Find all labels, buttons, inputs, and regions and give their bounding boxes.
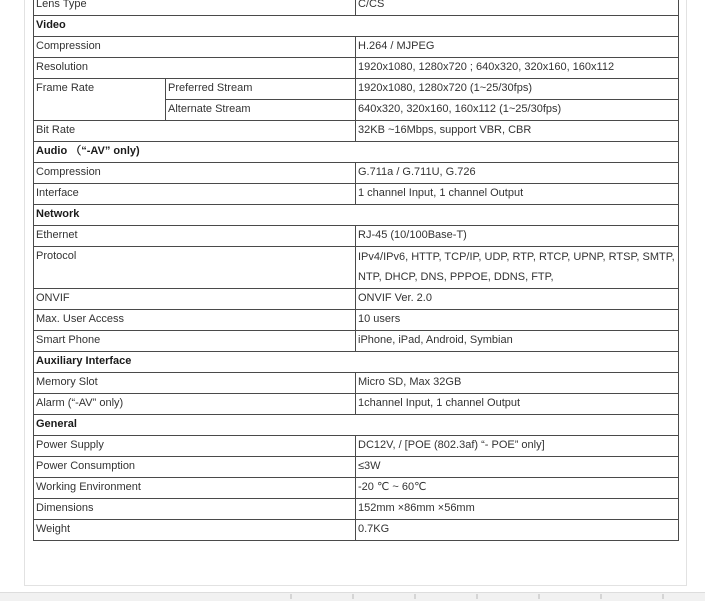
bottom-strip-pattern	[290, 594, 705, 599]
spec-value: 1920x1080, 1280x720 ; 640x320, 320x160, 160x112	[356, 58, 679, 79]
table-row	[34, 79, 679, 100]
table-row	[34, 310, 679, 331]
spec-value: ONVIF Ver. 2.0	[356, 289, 679, 310]
spec-value: IPv4/IPv6, HTTP, TCP/IP, UDP, RTP, RTCP, UPNP, RTSP, SMTP, NTP, DHCP, DNS, PPPOE, DDNS, FTP,	[356, 247, 679, 289]
table-row	[34, 499, 679, 520]
section-header-audio: Audio （“-AV” only)	[34, 142, 679, 163]
section-header-general: General	[34, 415, 679, 436]
spec-value: Micro SD, Max 32GB	[356, 373, 679, 394]
spec-label: Ethernet	[34, 226, 356, 247]
spec-value: 152mm ×86mm ×56mm	[356, 499, 679, 520]
section-row	[34, 205, 679, 226]
spec-label: Working Environment	[34, 478, 356, 499]
spec-label: Protocol	[34, 247, 356, 289]
spec-sublabel: Preferred Stream	[166, 79, 356, 100]
spec-label: Dimensions	[34, 499, 356, 520]
spec-value: 1 channel Input, 1 channel Output	[356, 184, 679, 205]
spec-value: 10 users	[356, 310, 679, 331]
spec-sublabel: Alternate Stream	[166, 100, 356, 121]
section-header-network: Network	[34, 205, 679, 226]
table-row	[34, 247, 679, 289]
spec-value: 0.7KG	[356, 520, 679, 541]
section-row	[34, 16, 679, 37]
spec-label: Lens Type	[34, 0, 356, 16]
table-row	[34, 436, 679, 457]
table-row	[34, 121, 679, 142]
spec-label: ONVIF	[34, 289, 356, 310]
spec-table	[33, 0, 679, 541]
spec-label: Power Supply	[34, 436, 356, 457]
spec-value: C/CS	[356, 0, 679, 16]
section-row	[34, 142, 679, 163]
table-row	[34, 184, 679, 205]
spec-label: Smart Phone	[34, 331, 356, 352]
spec-label: Resolution	[34, 58, 356, 79]
table-row	[34, 0, 679, 16]
table-row	[34, 394, 679, 415]
table-row	[34, 520, 679, 541]
spec-label: Weight	[34, 520, 356, 541]
spec-value: 640x320, 320x160, 160x112 (1~25/30fps)	[356, 100, 679, 121]
spec-value: 1channel Input, 1 channel Output	[356, 394, 679, 415]
table-row	[34, 37, 679, 58]
spec-label: Compression	[34, 37, 356, 58]
spec-value: 32KB ~16Mbps, support VBR, CBR	[356, 121, 679, 142]
spec-label: Compression	[34, 163, 356, 184]
spec-label: Alarm (“-AV” only)	[34, 394, 356, 415]
spec-value: 1920x1080, 1280x720 (1~25/30fps)	[356, 79, 679, 100]
spec-value: -20 ℃ ~ 60℃	[356, 478, 679, 499]
spec-value: G.711a / G.711U, G.726	[356, 163, 679, 184]
section-header-auxiliary: Auxiliary Interface	[34, 352, 679, 373]
spec-value: RJ-45 (10/100Base-T)	[356, 226, 679, 247]
spec-label: Frame Rate	[34, 79, 166, 121]
table-row	[34, 331, 679, 352]
spec-label: Power Consumption	[34, 457, 356, 478]
table-row	[34, 478, 679, 499]
spec-value: ≤3W	[356, 457, 679, 478]
table-row	[34, 457, 679, 478]
table-row	[34, 373, 679, 394]
section-row	[34, 415, 679, 436]
table-row	[34, 163, 679, 184]
table-row	[34, 226, 679, 247]
section-row	[34, 352, 679, 373]
spec-label: Bit Rate	[34, 121, 356, 142]
spec-value: H.264 / MJPEG	[356, 37, 679, 58]
spec-label: Interface	[34, 184, 356, 205]
spec-value: iPhone, iPad, Android, Symbian	[356, 331, 679, 352]
spec-label: Memory Slot	[34, 373, 356, 394]
spec-label: Max. User Access	[34, 310, 356, 331]
spec-value: DC12V, / [POE (802.3af) “- POE” only]	[356, 436, 679, 457]
section-header-video: Video	[34, 16, 679, 37]
table-row	[34, 289, 679, 310]
table-row	[34, 58, 679, 79]
